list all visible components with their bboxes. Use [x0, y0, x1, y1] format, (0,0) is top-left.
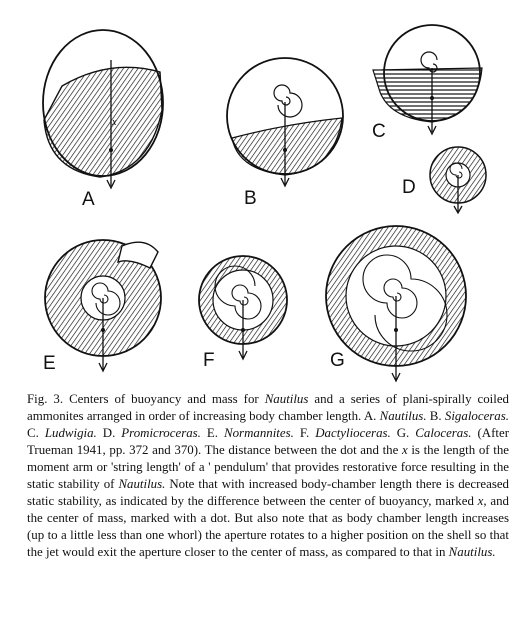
caption-text: G. — [390, 426, 416, 441]
caption-italic-term: Normannites. — [224, 426, 294, 441]
caption-text: D. — [96, 426, 122, 441]
panel-label-a: A — [82, 189, 95, 210]
caption-italic-term: Sigaloceras. — [444, 409, 509, 424]
caption-text: Centers of buoyancy and mass for — [63, 392, 265, 406]
panel-label-b: B — [244, 188, 257, 209]
caption-text: B. — [426, 409, 445, 424]
caption-text: Note that with increased body-chamber length there is decreased static stability, as indicated by the difference between the center of buoyancy, marked — [27, 477, 510, 509]
svg-text:x: x — [112, 117, 117, 128]
caption-text: and the center of mass, marked with a dot. But also note that as body chamber length increases (up to a little less than one whorl) the aperture rotates to a higher position on the shell so that the jet would exit the aperture closer to the center of mass, as compared to that in — [27, 494, 509, 560]
caption-italic-term: x, — [477, 494, 487, 509]
panel-e-normannites — [45, 240, 161, 371]
caption-italic-term: x — [401, 443, 408, 458]
caption-italic-term: Ludwigia. — [44, 426, 97, 441]
panel-c-ludwigia — [373, 25, 482, 134]
caption-text: C. — [27, 426, 45, 441]
caption-text: (After Trueman 1941, pp. 372 and 370). The distance between the dot and the — [27, 426, 509, 458]
panel-b-sigaloceras — [227, 58, 343, 186]
caption-italic-term: Caloceras. — [415, 426, 472, 441]
caption-text: E. — [200, 426, 225, 441]
caption-italic-term: Nautilus. — [118, 477, 166, 492]
panel-label-d: D — [402, 177, 416, 198]
panel-a-nautilus — [43, 30, 163, 188]
caption-body — [27, 392, 509, 559]
panel-label-g: G — [330, 350, 345, 371]
figure-caption — [27, 391, 509, 561]
panel-f-dactylioceras — [199, 256, 287, 359]
caption-italic-term: Nautilus. — [448, 545, 496, 560]
panel-d-promicroceras — [430, 147, 486, 213]
caption-italic-term: Nautilus. — [379, 409, 427, 424]
caption-text: F. — [293, 426, 316, 441]
caption-italic-term: Dactylioceras. — [315, 426, 391, 441]
panel-label-c: C — [372, 121, 386, 142]
caption-text: and a series of plani-spirally coiled ammonites arranged in order of increasing body chamber length. A. — [27, 392, 510, 424]
panel-label-e: E — [43, 353, 56, 374]
caption-italic-term: Promicroceras. — [121, 426, 201, 441]
panel-label-f: F — [203, 350, 215, 371]
caption-italic-term: Nautilus — [264, 392, 309, 406]
panel-g-caloceras — [326, 226, 466, 381]
caption-label: Fig. 3. — [27, 392, 64, 406]
caption-text: is the length of the moment arm or 'string length' of a ' pendulum' that provides restorative force resulting in the static stability of — [27, 443, 509, 492]
